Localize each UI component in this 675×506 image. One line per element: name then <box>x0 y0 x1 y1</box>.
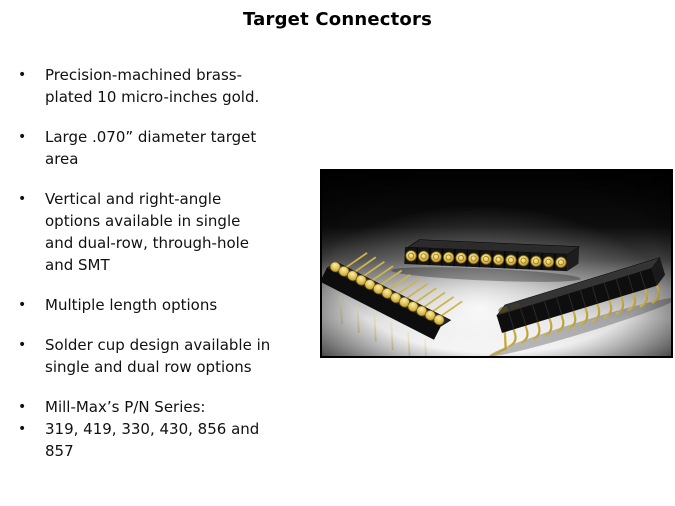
bullet-text <box>45 126 326 170</box>
bullet-text <box>45 294 326 316</box>
bullet-line: Precision-machined brass- <box>45 66 243 84</box>
list-item <box>14 64 326 108</box>
photo-vignette <box>322 171 671 356</box>
bullet-line: Solder cup design available in <box>45 336 271 354</box>
bullet-icon: • <box>18 191 27 207</box>
page-title: Target Connectors <box>243 9 432 30</box>
list-item <box>14 396 326 418</box>
bullet-icon: • <box>18 337 27 353</box>
bullet-line: single and dual row options <box>45 358 252 376</box>
bullet-list <box>14 64 326 480</box>
list-item <box>14 334 326 378</box>
bullet-line: Large .070” diameter target <box>45 128 257 146</box>
bullet-line: and SMT <box>45 256 110 274</box>
list-item <box>14 418 326 462</box>
bullet-line: Multiple length options <box>45 296 218 314</box>
connectors-photo-render <box>322 171 671 356</box>
bullet-line: and dual-row, through-hole <box>45 234 250 252</box>
bullet-line: area <box>45 150 79 168</box>
bullet-icon: • <box>18 129 27 145</box>
bullet-line: Mill-Max’s P/N Series: <box>45 398 206 416</box>
bullet-line: 319, 419, 330, 430, 856 and <box>45 420 260 438</box>
bullet-line: Vertical and right-angle <box>45 190 222 208</box>
bullet-text <box>45 188 326 276</box>
bullet-icon: • <box>18 67 27 83</box>
bullet-icon: • <box>18 421 27 437</box>
bullet-line: options available in single <box>45 212 241 230</box>
bullet-icon: • <box>18 297 27 313</box>
bullet-text <box>45 64 326 108</box>
list-item <box>14 126 326 170</box>
bullet-line: 857 <box>45 442 74 460</box>
bullet-text <box>45 396 326 418</box>
connectors-photo <box>320 169 673 358</box>
list-item <box>14 294 326 316</box>
bullet-text <box>45 418 326 462</box>
list-item <box>14 188 326 276</box>
bullet-icon: • <box>18 399 27 415</box>
bullet-text <box>45 334 326 378</box>
bullet-line: plated 10 micro-inches gold. <box>45 88 260 106</box>
